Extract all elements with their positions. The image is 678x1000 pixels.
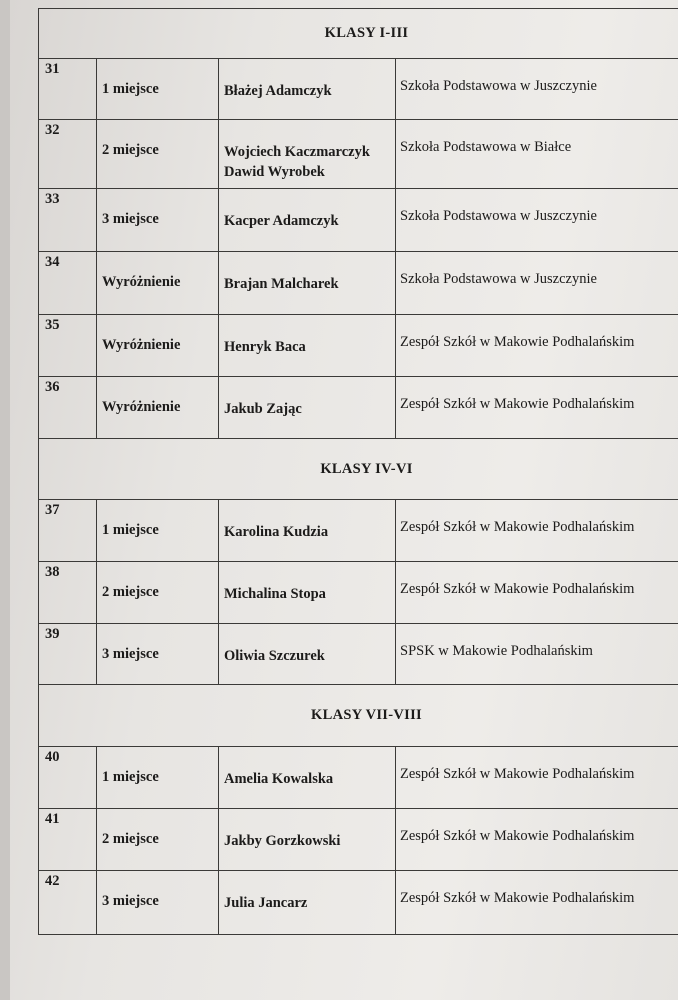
name-cell	[219, 624, 396, 685]
row-number: 33	[39, 189, 97, 252]
participant-name: Jakub Zając	[224, 401, 302, 417]
name-cell	[219, 747, 396, 809]
section-header	[39, 439, 678, 500]
participant-name: Brajan Malcharek	[224, 276, 339, 292]
row-number: 34	[39, 252, 97, 315]
place-cell: 2 miejsce	[97, 120, 219, 189]
school-cell: Szkoła Podstawowa w Juszczynie	[396, 252, 678, 315]
row-number: 31	[39, 59, 97, 120]
place-cell: 1 miejsce	[97, 747, 219, 809]
name-cell	[219, 562, 396, 624]
school-cell: Zespół Szkół w Makowie Podhalańskim	[396, 315, 678, 377]
table-row	[39, 500, 678, 562]
row-number: 37	[39, 500, 97, 562]
row-number: 32	[39, 120, 97, 189]
place-cell: Wyróżnienie	[97, 377, 219, 439]
name-cell	[219, 189, 396, 252]
table-row	[39, 871, 678, 935]
table-row	[39, 59, 678, 120]
participant-name: Julia Jancarz	[224, 895, 308, 911]
row-number: 36	[39, 377, 97, 439]
table-row	[39, 377, 678, 439]
table-row	[39, 624, 678, 685]
name-cell	[219, 500, 396, 562]
place-cell: 1 miejsce	[97, 500, 219, 562]
school-cell: Zespół Szkół w Makowie Podhalańskim	[396, 562, 678, 624]
participant-name: Wojciech Kaczmarczyk	[224, 144, 370, 160]
row-number: 40	[39, 747, 97, 809]
participant-name: Michalina Stopa	[224, 586, 326, 602]
section-title: KLASY I-III	[324, 25, 409, 41]
place-cell: 1 miejsce	[97, 59, 219, 120]
school-cell: Zespół Szkół w Makowie Podhalańskim	[396, 871, 678, 935]
name-cell	[219, 871, 396, 935]
row-number: 38	[39, 562, 97, 624]
place-cell: 2 miejsce	[97, 562, 219, 624]
school-cell: SPSK w Makowie Podhalańskim	[396, 624, 678, 685]
participant-name: Karolina Kudzia	[224, 524, 329, 540]
school-cell: Zespół Szkół w Makowie Podhalańskim	[396, 377, 678, 439]
table-row	[39, 747, 678, 809]
school-cell: Zespół Szkół w Makowie Podhalańskim	[396, 809, 678, 871]
school-cell: Zespół Szkół w Makowie Podhalańskim	[396, 500, 678, 562]
school-cell: Zespół Szkół w Makowie Podhalańskim	[396, 747, 678, 809]
results-table	[38, 8, 678, 935]
participant-name: Błażej Adamczyk	[224, 83, 332, 99]
place-cell: Wyróżnienie	[97, 315, 219, 377]
row-number: 39	[39, 624, 97, 685]
place-cell: Wyróżnienie	[97, 252, 219, 315]
row-number: 42	[39, 871, 97, 935]
participant-name: Henryk Baca	[224, 339, 306, 355]
section-title: KLASY VII-VIII	[311, 707, 422, 723]
name-cell	[219, 809, 396, 871]
place-cell: 3 miejsce	[97, 871, 219, 935]
table-row	[39, 562, 678, 624]
participant-name: Oliwia Szczurek	[224, 648, 325, 664]
participant-name: Dawid Wyrobek	[224, 164, 325, 180]
name-cell	[219, 377, 396, 439]
document-page	[10, 0, 678, 1000]
section-header	[39, 685, 678, 747]
school-cell: Szkoła Podstawowa w Białce	[396, 120, 678, 189]
name-cell	[219, 315, 396, 377]
table-row	[39, 809, 678, 871]
place-cell: 3 miejsce	[97, 624, 219, 685]
name-cell	[219, 59, 396, 120]
participant-name: Jakby Gorzkowski	[224, 833, 341, 849]
participant-name: Amelia Kowalska	[224, 771, 334, 787]
participant-name: Kacper Adamczyk	[224, 213, 339, 229]
place-cell: 3 miejsce	[97, 189, 219, 252]
name-cell	[219, 120, 396, 189]
table-row	[39, 189, 678, 252]
school-cell: Szkoła Podstawowa w Juszczynie	[396, 189, 678, 252]
school-cell: Szkoła Podstawowa w Juszczynie	[396, 59, 678, 120]
place-cell: 2 miejsce	[97, 809, 219, 871]
table-row	[39, 120, 678, 189]
table-row	[39, 252, 678, 315]
section-title: KLASY IV-VI	[320, 460, 413, 477]
table-row	[39, 315, 678, 377]
row-number: 35	[39, 315, 97, 377]
row-number: 41	[39, 809, 97, 871]
section-header	[39, 9, 678, 59]
name-cell	[219, 252, 396, 315]
